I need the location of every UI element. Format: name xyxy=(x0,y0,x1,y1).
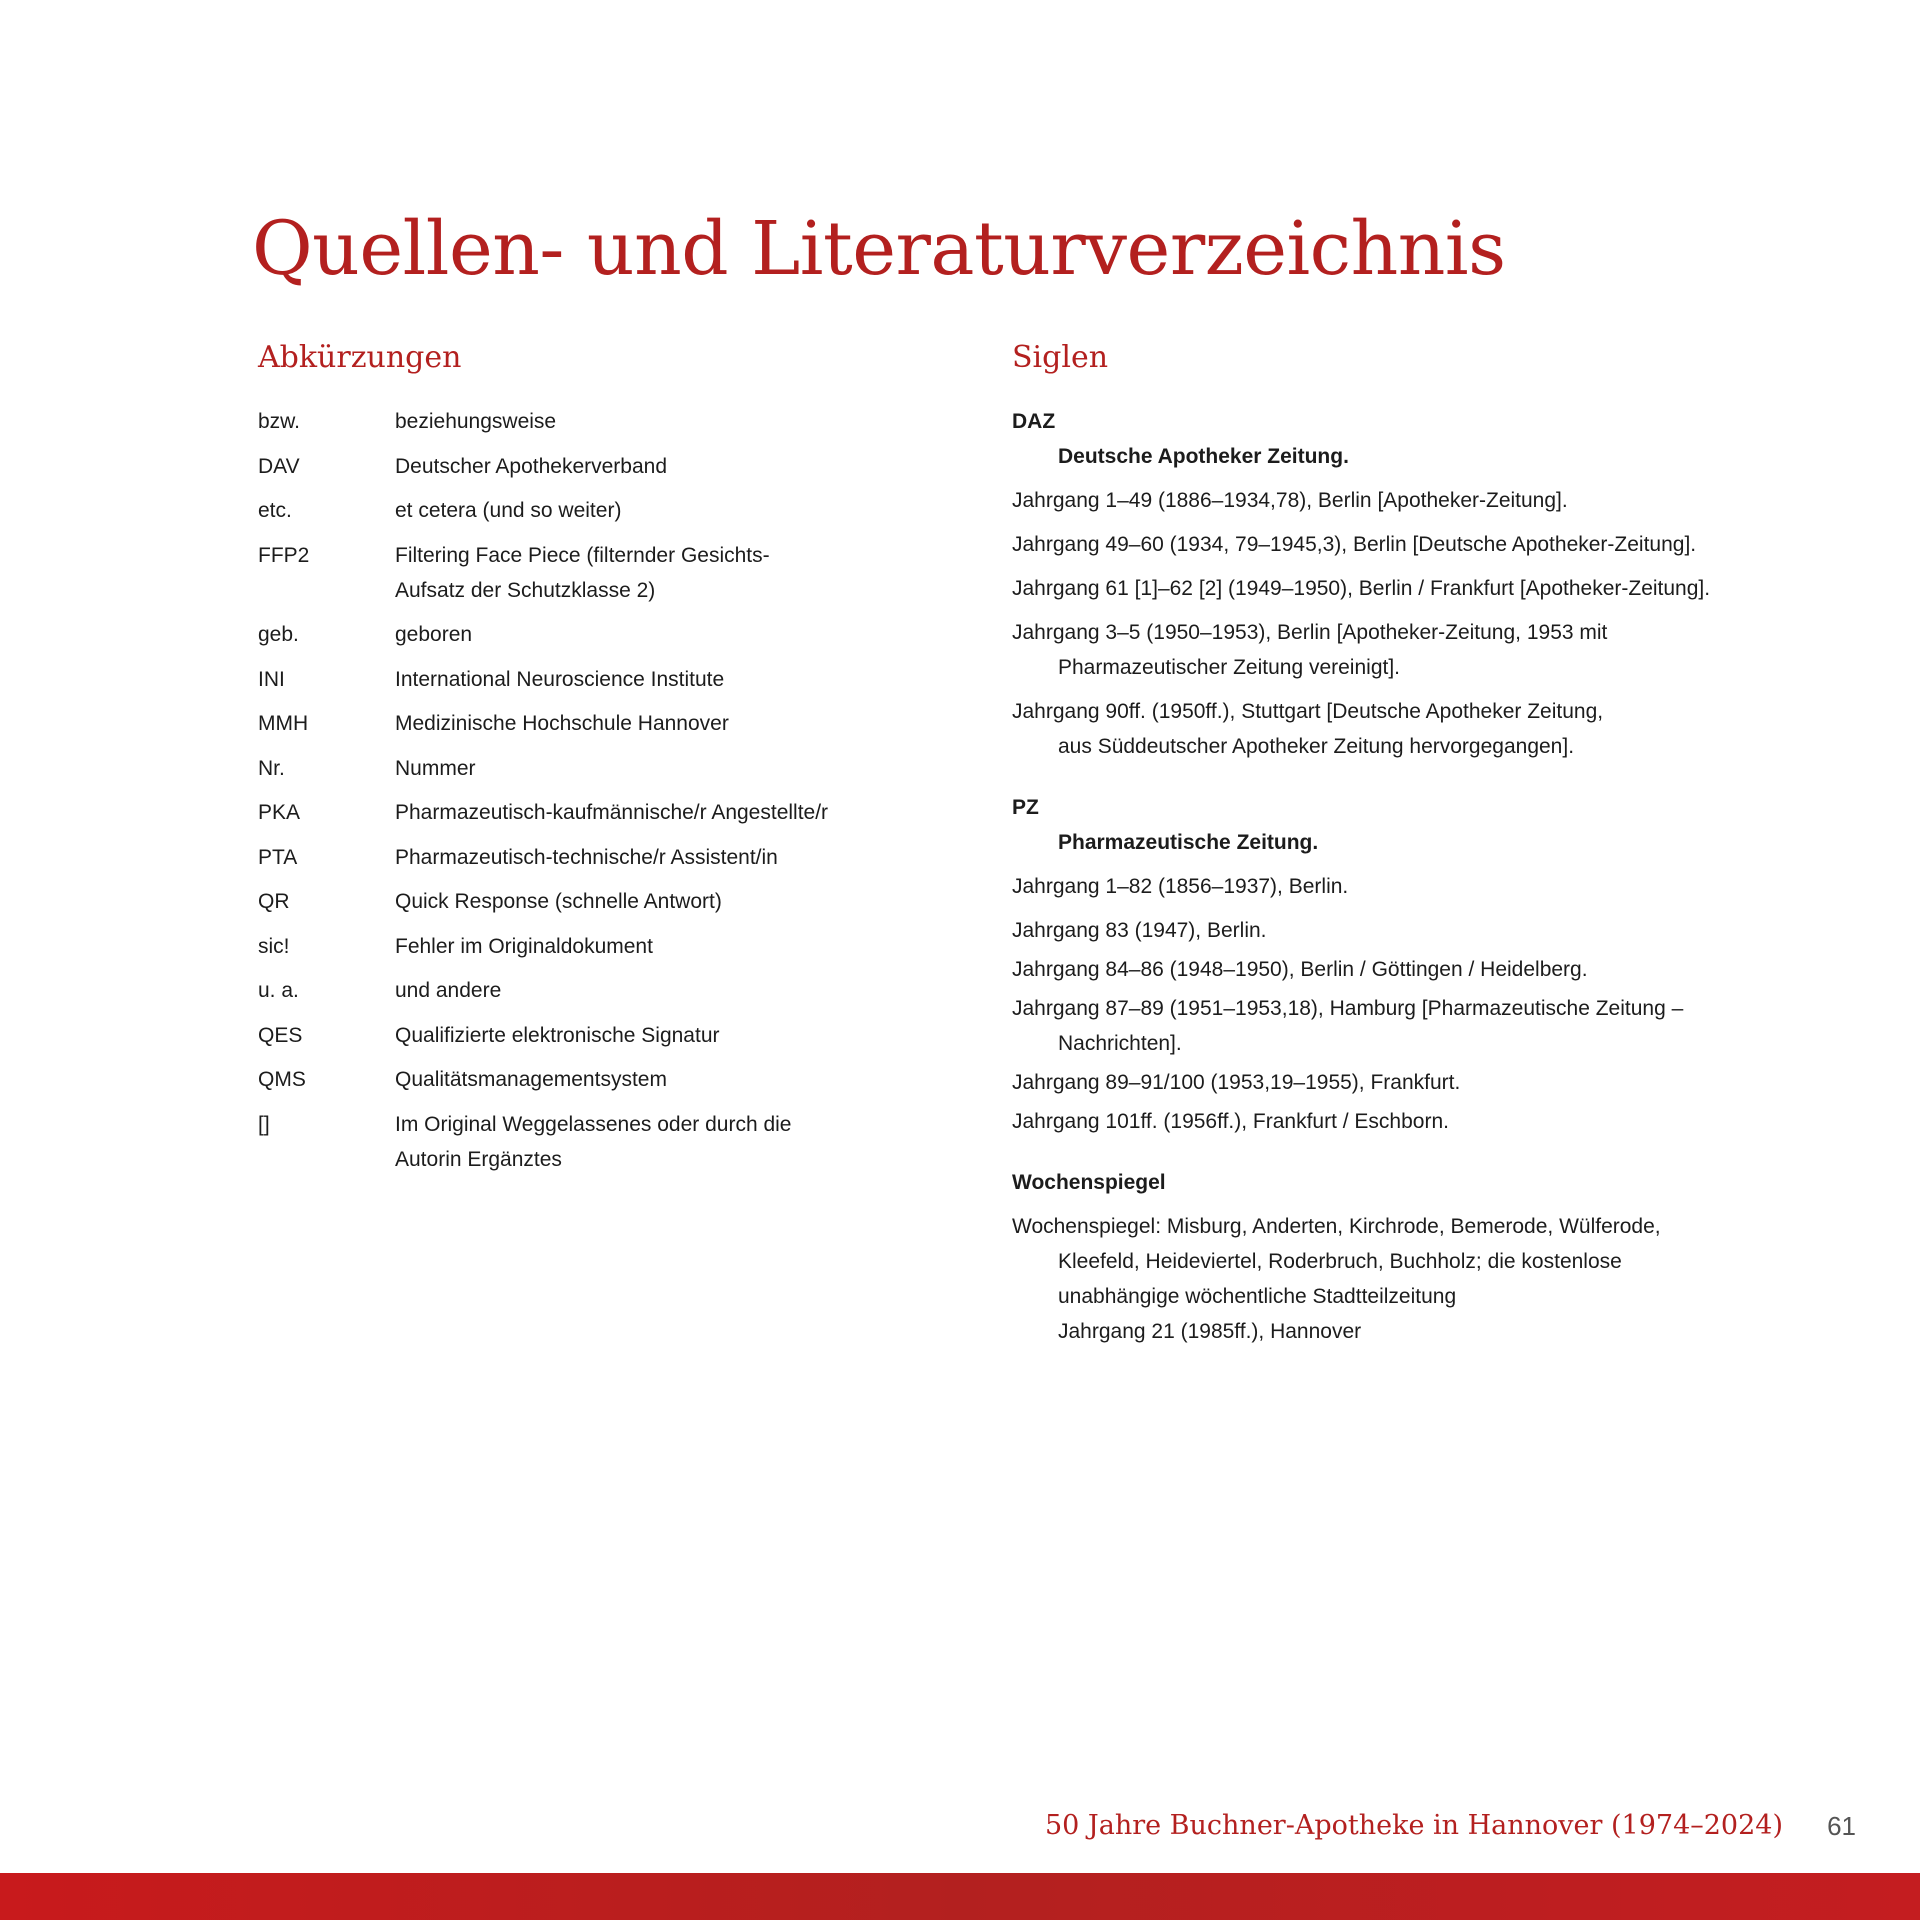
abbreviation-row xyxy=(258,929,898,964)
abbreviation-definition: geboren xyxy=(395,623,473,646)
abbreviation-term: QMS xyxy=(258,1068,306,1091)
abbreviation-term: [] xyxy=(258,1112,270,1136)
abbreviation-row xyxy=(258,1018,898,1053)
abbreviation-definition: Medizinische Hochschule Hannover xyxy=(395,712,729,735)
page-title: Quellen- und Literaturverzeichnis xyxy=(252,206,1506,292)
footer-book-title: 50 Jahre Buchner-Apotheke in Hannover (1974–2024) xyxy=(1044,1810,1783,1841)
siglen-entry: Jahrgang 83 (1947), Berlin. xyxy=(1012,919,1267,942)
siglen-heading: Siglen xyxy=(1012,340,1109,375)
abbreviation-definition: Pharmazeutisch-technische/r Assistent/in xyxy=(395,845,778,869)
siglen-code: Wochenspiegel xyxy=(1012,1171,1166,1194)
abbreviation-row xyxy=(258,662,898,697)
abbreviation-row xyxy=(258,751,898,786)
siglen-name: Deutsche Apotheker Zeitung. xyxy=(1058,445,1349,468)
siglen-code: PZ xyxy=(1012,796,1039,819)
abbreviation-definition: et cetera (und so weiter) xyxy=(395,499,622,522)
siglen-groups xyxy=(1012,404,1812,1349)
abbreviation-term: PKA xyxy=(258,801,301,824)
abbreviation-row xyxy=(258,1107,898,1177)
siglen-entry: Jahrgang 61 [1]–62 [2] (1949–1950), Berlin / Frankfurt [Apotheker-Zeitung]. xyxy=(1012,577,1711,600)
siglen-entry: Jahrgang 89–91/100 (1953,19–1955), Frankfurt. xyxy=(1012,1071,1461,1094)
abbreviation-definition: Fehler im Originaldokument xyxy=(395,934,653,958)
abbreviation-row xyxy=(258,884,898,919)
abbreviation-definition: Filtering Face Piece (filternder Gesichts- Aufsatz der Schutzklasse 2) xyxy=(395,543,770,602)
abbreviation-definition: Nummer xyxy=(395,756,476,780)
siglen-entry: Jahrgang 90ff. (1950ff.), Stuttgart [Deutsche Apotheker Zeitung, aus Süddeutscher Apotheker Zeitung hervorgegangen]. xyxy=(1012,700,1604,758)
abbreviation-definition: Im Original Weggelassenes oder durch die Autorin Ergänztes xyxy=(395,1112,792,1171)
abbreviation-row xyxy=(258,795,898,830)
abbreviation-row xyxy=(258,449,898,484)
abbreviation-row xyxy=(258,617,898,652)
abbreviation-term: DAV xyxy=(258,454,300,478)
abbreviation-term: QES xyxy=(258,1023,303,1047)
abbreviation-definition: Qualitätsmanagementsystem xyxy=(395,1068,667,1091)
abbreviation-row xyxy=(258,840,898,875)
abbreviation-term: MMH xyxy=(258,712,309,735)
siglen-entry: Jahrgang 3–5 (1950–1953), Berlin [Apotheker-Zeitung, 1953 mit Pharmazeutischer Zeitung vereinigt]. xyxy=(1012,621,1608,679)
siglen-group xyxy=(1012,404,1812,764)
abbreviation-row xyxy=(258,973,898,1008)
abbreviation-term: etc. xyxy=(258,499,292,522)
abbreviation-term: geb. xyxy=(258,623,299,646)
siglen-entry: Jahrgang 1–49 (1886–1934,78), Berlin [Apotheker-Zeitung]. xyxy=(1012,489,1568,512)
abbreviations-list xyxy=(258,404,898,1177)
abbreviation-row xyxy=(258,1062,898,1097)
abbreviations-heading: Abkürzungen xyxy=(258,340,462,375)
abbreviations-section xyxy=(258,338,898,1186)
page-number: 61 xyxy=(1827,1811,1856,1841)
abbreviation-row xyxy=(258,706,898,741)
abbreviation-definition: Quick Response (schnelle Antwort) xyxy=(395,890,722,913)
abbreviation-term: PTA xyxy=(258,845,298,869)
abbreviation-row xyxy=(258,493,898,528)
abbreviation-definition: International Neuroscience Institute xyxy=(395,667,725,691)
abbreviation-definition: Qualifizierte elektronische Signatur xyxy=(395,1023,720,1047)
siglen-name: Pharmazeutische Zeitung. xyxy=(1058,831,1319,854)
abbreviation-term: QR xyxy=(258,890,290,913)
siglen-entry: Jahrgang 101ff. (1956ff.), Frankfurt / Eschborn. xyxy=(1012,1110,1449,1133)
abbreviation-term: u. a. xyxy=(258,979,299,1002)
abbreviation-term: Nr. xyxy=(258,756,285,780)
abbreviation-definition: beziehungsweise xyxy=(395,410,557,433)
abbreviation-term: FFP2 xyxy=(258,543,310,567)
abbreviation-term: bzw. xyxy=(258,410,301,433)
abbreviation-row xyxy=(258,404,898,439)
siglen-entry: Wochenspiegel: Misburg, Anderten, Kirchrode, Bemerode, Wülferode, Kleefeld, Heideviertel, Roderbruch, Buchholz; die kostenlose unabhängige wöchentliche Stadtteilzeitung Jahrgang 21 (1985ff.), Hannover xyxy=(1012,1215,1661,1343)
siglen-entry: Jahrgang 1–82 (1856–1937), Berlin. xyxy=(1012,875,1349,898)
siglen-entry: Jahrgang 49–60 (1934, 79–1945,3), Berlin [Deutsche Apotheker-Zeitung]. xyxy=(1012,533,1697,556)
siglen-group xyxy=(1012,790,1812,1139)
siglen-code: DAZ xyxy=(1012,410,1056,433)
abbreviation-term: sic! xyxy=(258,934,290,958)
siglen-group xyxy=(1012,1165,1812,1349)
siglen-entry: Jahrgang 87–89 (1951–1953,18), Hamburg [Pharmazeutische Zeitung – Nachrichten]. xyxy=(1012,997,1684,1055)
abbreviation-definition: Deutscher Apothekerverband xyxy=(395,454,668,478)
footer-bar xyxy=(0,1873,1920,1920)
abbreviation-term: INI xyxy=(258,667,285,691)
abbreviation-row xyxy=(258,538,898,608)
abbreviation-definition: und andere xyxy=(395,979,502,1002)
abbreviation-definition: Pharmazeutisch-kaufmännische/r Angestellte/r xyxy=(395,801,829,824)
siglen-entry: Jahrgang 84–86 (1948–1950), Berlin / Göttingen / Heidelberg. xyxy=(1012,958,1588,981)
siglen-section xyxy=(1012,338,1812,1349)
